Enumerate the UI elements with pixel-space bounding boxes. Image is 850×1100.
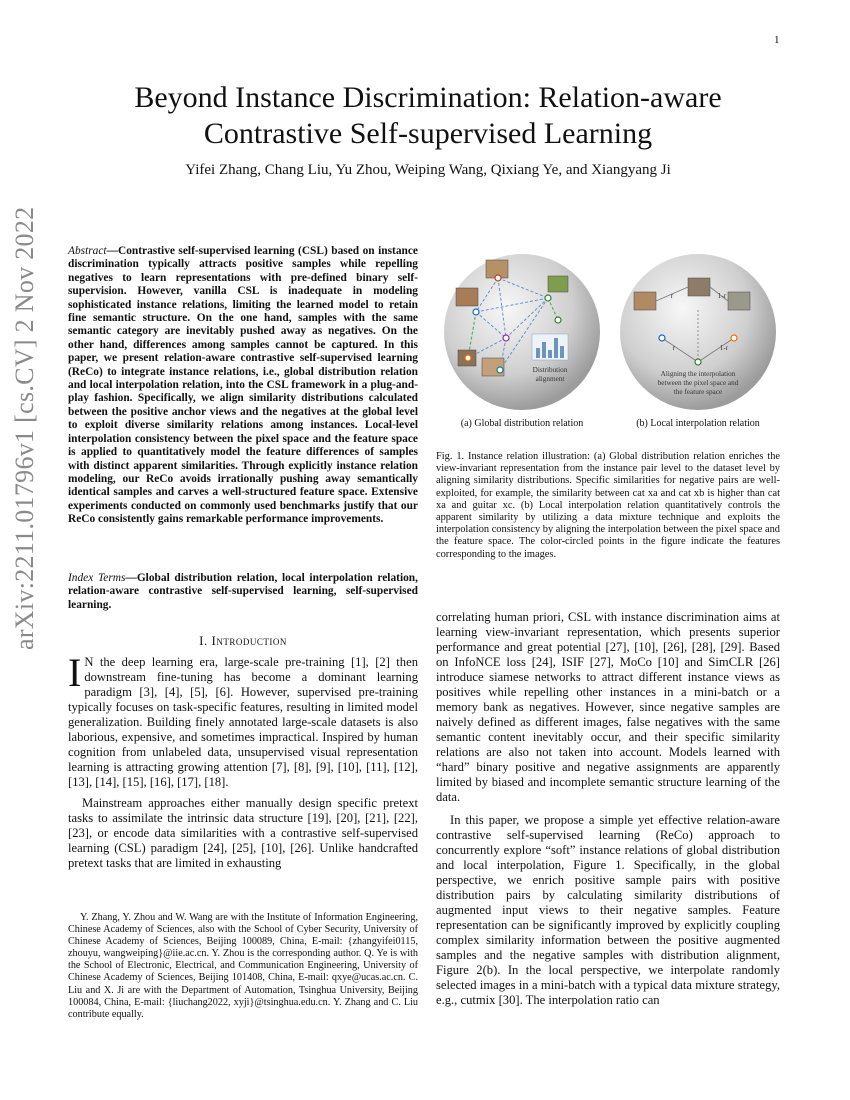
paper-title xyxy=(70,80,786,152)
thumb-cat-a xyxy=(456,288,478,306)
point-center xyxy=(503,335,509,341)
page-number: 1 xyxy=(774,34,780,46)
footnote-paragraph: Y. Zhang, Y. Zhou and W. Wang are with the Institute of Information Engineering, Chinese Academy of Sciences, also with the School of Cyber Security, University of Chinese Academy of Sciences, Beijing 100089, China, E-mail: {zhangyifei0115, zhouyu, wangweiping}@iie.ac.cn. Y. Zhou is the corresponding author. Q. Ye is with the School of Electronic, Electrical, and Communication Engineering, University of Chinese Academy of Sciences, Beijing 101408, China, E-mail: qxye@ucas.ac.cn. C. Liu and X. Ji are with the Department of Automation, Tsinghua University, Beijing 100084, China, E-mail: {liuchang2022, xyji}@tsinghua.edu.cn. Y. Zhang and C. Liu contribute equally. xyxy=(68,912,418,1020)
section-heading xyxy=(68,633,418,649)
thumb-mix-a xyxy=(634,292,656,310)
label-distribution-1: Distribution xyxy=(532,366,568,374)
abstract-label: Abstract xyxy=(68,245,107,257)
point-cat-b xyxy=(465,355,471,361)
figure-1-illustration xyxy=(436,246,780,416)
author-list: Yifei Zhang, Chang Liu, Yu Zhou, Weiping Wang, Qixiang Ye, and Xiangyang Ji xyxy=(185,162,671,178)
intro-column-left xyxy=(68,650,418,871)
label-1r-bottom: 1-r xyxy=(719,344,729,352)
section-number: I. xyxy=(199,633,208,648)
distribution-bars xyxy=(532,334,568,360)
index-terms-text: —Global distribution relation, local interpolation relation, relation-aware contrastive self-supervised learning, self-supervised learning. xyxy=(68,572,418,611)
intro-paragraph-1 xyxy=(68,650,418,790)
abstract-text: —Contrastive self-supervised learning (CSL) based on instance discrimination typically attracts positive samples while repelling negatives to learn representations with pre-defined binary self-supervision. However, vanilla CSL is inadequate in modeling sophisticated instance relations, limiting the learned model to retain fine semantic structure. On the one hand, samples with the same semantic category are inevitably pushed away as negatives. On the other hand, differences among samples cannot be captured. In this paper, we present relation-aware contrastive self-supervised learning (ReCo) to integrate instance relations, i.e., global distribution relation and local interpolation relation, into the CSL framework in a plug-and-play fashion. Specifically, we align similarity distributions calculated between the positive anchor views and the negatives at the global level to exploit diverse similarity relations among instances. Local-level interpolation consistency between the pixel space and the feature space is applied to quantitatively model the feature differences of samples with distinct apparent similarities. Through explicitly instance relation modeling, our ReCo avoids irrationally pushing away semantically identical samples and carves a well-structured feature space. Extensive experiments conducted on commonly used benchmarks justify that our ReCo consistently gains remarkable performance improvements. xyxy=(68,245,418,526)
point-cat-c xyxy=(497,367,503,373)
index-terms xyxy=(68,572,418,612)
title-line-1: Beyond Instance Discrimination: Relation-aware xyxy=(134,81,722,114)
intro-paragraph-3: correlating human priori, CSL with instance discrimination aims at learning view-invariant representation, which presents superior performance and great potential [27], [10], [26], [28], [29]. Based on InfoNCE loss [24], ISIF [27], MoCo [10] and SimCLR [26] introduce siamese networks to attract different instance views as positives while repelling other instances in a mini-batch or a memory bank as negatives. However, since negative samples are naively defined as different images, false negatives with the same semantic content inevitably occur, and their specific similarity relations are also not taken into account. Models learned with “hard” binary positive and negative assignments are apparently limited by biased and incomplete semantic structure learning of the data. xyxy=(436,610,780,804)
subcaption-b: (b) Local interpolation relation xyxy=(636,418,760,429)
intro-column-right xyxy=(436,610,780,1008)
arxiv-stamp: arXiv:2211.01796v1 [cs.CV] 2 Nov 2022 xyxy=(10,206,39,650)
label-aligning-3: the feature space xyxy=(673,388,723,396)
label-aligning-1: Aligning the interpolation xyxy=(660,370,736,378)
subcaption-a: (a) Global distribution relation xyxy=(460,418,584,429)
index-terms-label: Index Terms xyxy=(68,572,126,584)
label-r-top: r xyxy=(670,292,674,300)
intro-paragraph-1-text: N the deep learning era, large-scale pre-training [1], [2] then downstream fine-tuning has become a dominant learning paradigm [3], [4], [5], [6]. However, supervised pre-training typically focuses on task-specific features, resulting in limited model generalization. Building finely annotated large-scale datasets is also laborious, expensive, and sometimes impractical. Inspired by human cognition from unlabeled data, unsupervised visual representation learning is attracting growing attention [7], [8], [9], [10], [11], [12], [13], [14], [15], [16], [17], [18]. xyxy=(68,655,418,789)
abstract xyxy=(68,245,418,527)
sphere-left xyxy=(444,254,600,410)
thumb-dog xyxy=(548,276,568,292)
title-line-2: Contrastive Self-supervised Learning xyxy=(203,117,653,150)
label-distribution-2: alignment xyxy=(535,375,565,383)
point-guitar xyxy=(495,275,501,281)
point-feat-mix xyxy=(695,359,701,365)
thumb-mix-c xyxy=(728,292,750,310)
point-feat-a xyxy=(659,335,665,341)
point-cat-a xyxy=(473,309,479,315)
intro-paragraph-4: In this paper, we propose a simple yet effective relation-aware contrastive self-supervised learning (ReCo) approach to concurrently explore “soft” instance relations of global distribution and local interpolation, Figure 1. Specifically, in the global perspective, we enrich positive sample pairs with positive distribution pairs by calculating similarity distributions of augmented input views to their negative samples. Feature representation can be significantly improved by explicitly coupling complex similarity information between the positive augmented samples and the negative samples with distribution alignment, Figure 2(b). In the local perspective, we interpolate randomly selected images in a mini-batch with a typical data mixture strategy, e.g., cutmix [30]. The interpolation ratio can xyxy=(436,813,780,1007)
label-aligning-2: between the pixel space and xyxy=(657,379,739,387)
point-positive xyxy=(555,317,561,323)
label-1r-top: 1-r xyxy=(717,292,727,300)
figure-caption: Fig. 1. Instance relation illustration: (a) Global distribution relation enriches the view-invariant representation from the instance pair level to the dataset level by aligning similarity distributions. Specific similarities for negative pairs are well-exploited, for example, the similarity between cat xa and cat xb is higher than cat xa and guitar xc. (b) Local interpolation relation quantitatively controls the apparent similarity by utilizing a data mixture technique and exploits the interpolation consistency by aligning the interpolation between the pixel space and the feature space. The color-circled points in the figure indicate the features corresponding to the images. xyxy=(436,451,780,560)
intro-paragraph-2: Mainstream approaches either manually design specific pretext tasks to assimilate the intrinsic data structure [19], [20], [21], [22], [23], or encode data similarities with a contrastive self-supervised learning (CSL) paradigm [24], [25], [10], [26]. Unlike handcrafted pretext tasks that are limited in exhausting xyxy=(68,796,418,870)
thumb-mix-b xyxy=(688,278,710,296)
author-footnote xyxy=(68,912,418,1021)
section-title: Introduction xyxy=(211,633,287,648)
drop-cap: I xyxy=(68,650,82,695)
point-dog xyxy=(545,295,551,301)
point-feat-b xyxy=(731,335,737,341)
label-r-bottom: r xyxy=(672,344,676,352)
